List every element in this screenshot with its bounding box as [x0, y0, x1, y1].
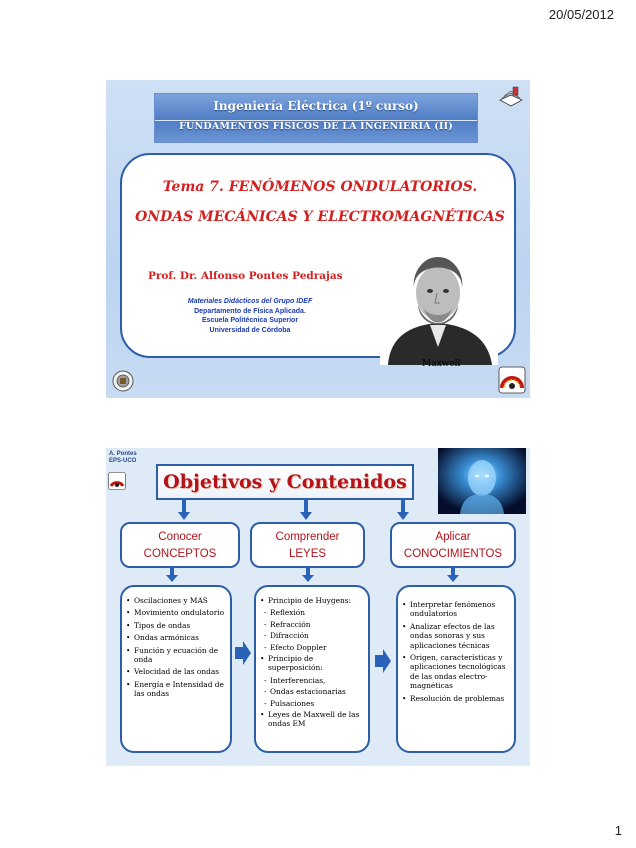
- list-item: • Origen, características y aplicaciones tecnológicas de las ondas electro-magnéticas: [402, 653, 510, 691]
- list-subitem: - Efecto Doppler: [260, 643, 364, 652]
- category-aplicar-verb: Aplicar: [435, 531, 471, 543]
- department-line: Departamento de Física Aplicada.: [194, 307, 306, 315]
- list-subitem: - Interferencias,: [260, 676, 364, 685]
- course-name: Ingeniería Eléctrica (1º curso): [213, 99, 419, 113]
- author-tag: [109, 451, 137, 465]
- list-item: • Ondas armónicas: [126, 633, 226, 642]
- list-subitem: - Ondas estacionarias: [260, 687, 364, 696]
- category-comprender-noun: LEYES: [288, 548, 327, 560]
- portrait-caption: Maxwell: [422, 359, 461, 369]
- category-conocer: [120, 522, 240, 568]
- list-subitem: - Reflexión: [260, 608, 364, 617]
- category-conocer-verb: Conocer: [158, 531, 202, 543]
- university-logo: [108, 472, 126, 490]
- list-aplicaciones: [396, 585, 516, 753]
- title-panel: [120, 153, 516, 369]
- list-item: • Leyes de Maxwell de las ondas EM: [260, 710, 364, 729]
- category-aplicar-noun: CONOCIMIENTOS: [403, 548, 503, 560]
- right-arrow-1: [234, 640, 252, 666]
- slide-2: [106, 448, 530, 766]
- header-divider: [155, 120, 477, 121]
- school-line: Escuela Politécnica Superior: [201, 317, 299, 324]
- slide-title: Objetivos y Contenidos: [163, 471, 407, 493]
- book-icon: [498, 86, 524, 108]
- subject-name: FUNDAMENTOS FÍSICOS DE LA INGENIERÍA (II): [179, 121, 453, 132]
- materials-line: Materiales Didácticos del Grupo IDEF: [187, 298, 313, 305]
- category-conocer-noun: CONCEPTOS: [143, 548, 217, 560]
- course-header: [154, 93, 478, 143]
- list-item: • Oscilaciones y MAS: [126, 596, 226, 605]
- title-arrows: [106, 498, 530, 524]
- list-subitem: - Pulsaciones: [260, 699, 364, 708]
- list-subitem: - Difracción: [260, 631, 364, 640]
- list-item: • Resolución de problemas: [402, 694, 510, 703]
- list-item: • Función y ecuación de onda: [126, 646, 226, 665]
- page-date: 20/05/2012: [548, 7, 614, 22]
- list-item: • Analizar efectos de las ondas sonoras y sus aplicaciones técnicas: [402, 622, 510, 650]
- professor-name: Prof. Dr. Alfonso Pontes Pedrajas: [148, 270, 343, 282]
- topic-title-line-2: ONDAS MECÁNICAS Y ELECTROMAGNÉTICAS: [135, 209, 505, 225]
- topic-title-line-1: Tema 7. FENÓMENOS ONDULATORIOS.: [162, 179, 478, 195]
- author-name: A. Pontes: [109, 451, 137, 457]
- slide-1: [106, 80, 530, 398]
- university-line: Universidad de Córdoba: [209, 326, 291, 334]
- list-item: • Energía e Intensidad de las ondas: [126, 680, 226, 699]
- category-comprender: [250, 522, 365, 568]
- category-arrows: [106, 567, 530, 585]
- list-item: • Principio de Huygens:: [260, 596, 364, 605]
- category-comprender-verb: Comprender: [275, 531, 340, 543]
- maxwell-portrait: [380, 247, 498, 365]
- slide-title-box: [156, 464, 414, 500]
- list-item: • Velocidad de las ondas: [126, 667, 226, 676]
- category-aplicar: [390, 522, 516, 568]
- list-item: • Movimiento ondulatorio: [126, 608, 226, 617]
- university-logo-right: [498, 366, 526, 394]
- list-item: • Tipos de ondas: [126, 621, 226, 630]
- list-item: • Principio de superposición:: [260, 654, 364, 673]
- list-subitem: - Refracción: [260, 620, 364, 629]
- author-school: EPS-UCO: [109, 458, 137, 464]
- page-number: 1: [614, 823, 622, 838]
- seal-logo-left: [112, 370, 134, 392]
- list-leyes: [254, 585, 370, 753]
- list-conceptos: [120, 585, 232, 753]
- list-item: • Interpretar fenómenos ondulatorios: [402, 600, 510, 619]
- institution-block: [150, 297, 350, 335]
- right-arrow-2: [374, 648, 392, 674]
